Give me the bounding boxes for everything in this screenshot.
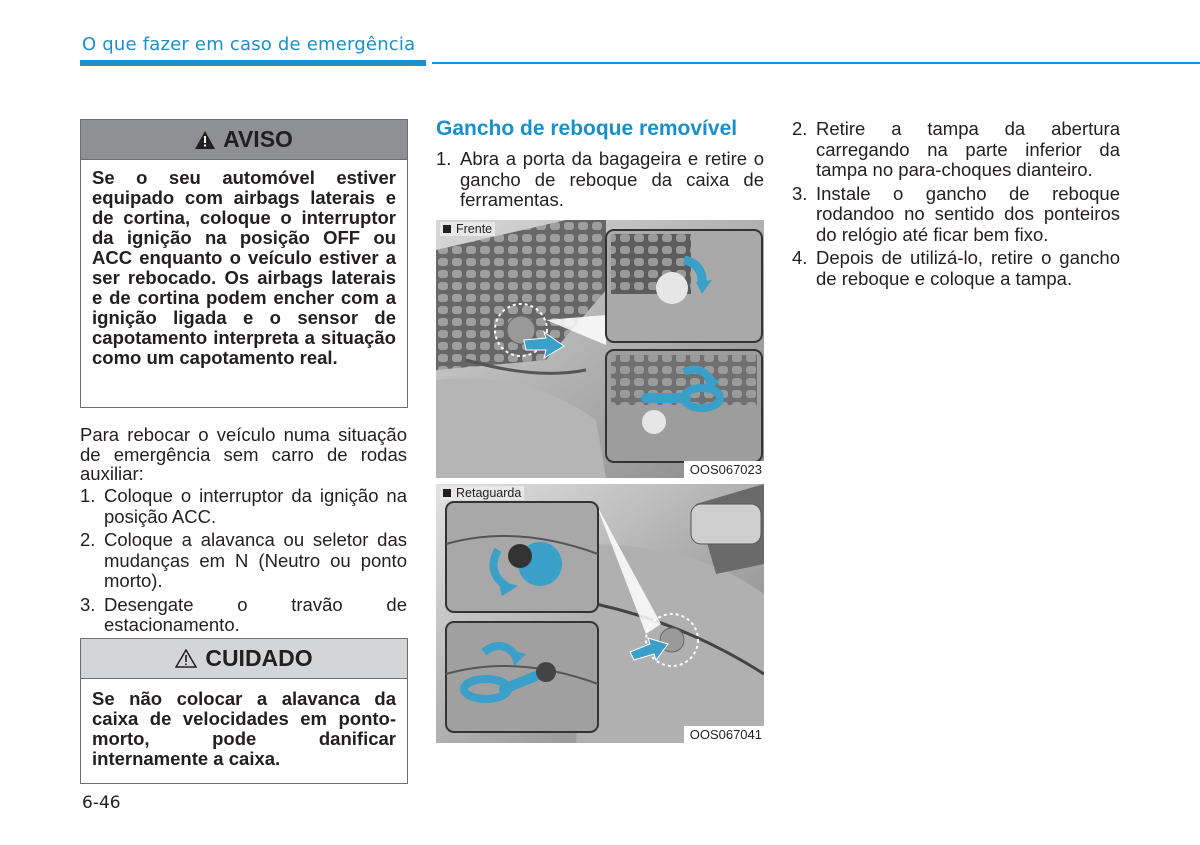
warning-title: AVISO — [223, 126, 293, 152]
caution-box — [80, 638, 408, 784]
caution-header — [81, 639, 407, 679]
caution-icon — [175, 649, 197, 668]
header-rule-thin — [432, 62, 1200, 64]
list-item: 1. Abra a porta da bagageira e retire o gancho de reboque da caixa de ferramentas. — [436, 148, 764, 210]
list-item: 4. Depois de utilizá-lo, retire o gancho de reboque e coloque a tampa. — [792, 247, 1120, 289]
figure-code: OOS067023 — [684, 461, 764, 478]
warning-text: Se o seu automóvel estiver equipado com airbags laterais e de cortina, coloque o interruptor da ignição na posição OFF ou ACC enquanto o veículo estiver a ser rebocado. Os airbags laterais e de cortina podem encher com a ignição ligada e o sensor de capotamento interpreta a situação como um capotamento real. — [92, 167, 396, 368]
figure-code: OOS067041 — [684, 726, 764, 743]
section-header-title: O que fazer em caso de emergência — [82, 34, 416, 55]
front-hook-figure — [436, 220, 764, 478]
hook-steps-list — [436, 149, 764, 214]
square-bullet-icon — [443, 225, 451, 233]
rear-hook-figure — [436, 484, 764, 743]
list-item: 1. Coloque o interruptor da ignição na posição ACC. — [80, 485, 407, 527]
page-number: 6-46 — [82, 793, 121, 813]
figure-label: Frente — [440, 222, 495, 236]
warning-box — [80, 119, 408, 408]
list-item: 2. Retire a tampa da abertura carregando na parte inferior da tampa no para-choques dianteiro. — [792, 118, 1120, 180]
header-rule-thick — [80, 60, 426, 66]
section-title: Gancho de reboque removível — [436, 117, 738, 140]
hook-steps-list-continued — [792, 119, 1120, 292]
warning-header — [81, 120, 407, 160]
caution-title: CUIDADO — [205, 645, 313, 671]
towing-intro: Para rebocar o veículo numa situação de emergência sem carro de rodas auxiliar: — [80, 424, 407, 484]
list-item: 3. Instale o gancho de reboque rodandoo no sentido dos ponteiros do relógio até ficar bem fixo. — [792, 182, 1120, 245]
figure-label: Retaguarda — [440, 486, 524, 500]
square-bullet-icon — [443, 489, 451, 497]
rear-bumper-illustration — [436, 484, 764, 743]
list-item: 3. Desengate o travão de estacionamento. — [80, 593, 407, 635]
front-bumper-illustration — [436, 220, 764, 478]
towing-steps-list — [80, 486, 407, 639]
list-item: 2. Coloque a alavanca ou seletor das mudanças em N (Neutro ou ponto morto). — [80, 529, 407, 591]
caution-text: Se não colocar a alavanca da caixa de velocidades em ponto-morto, pode danificar internamente a caixa. — [92, 688, 396, 769]
warning-icon — [195, 131, 215, 149]
